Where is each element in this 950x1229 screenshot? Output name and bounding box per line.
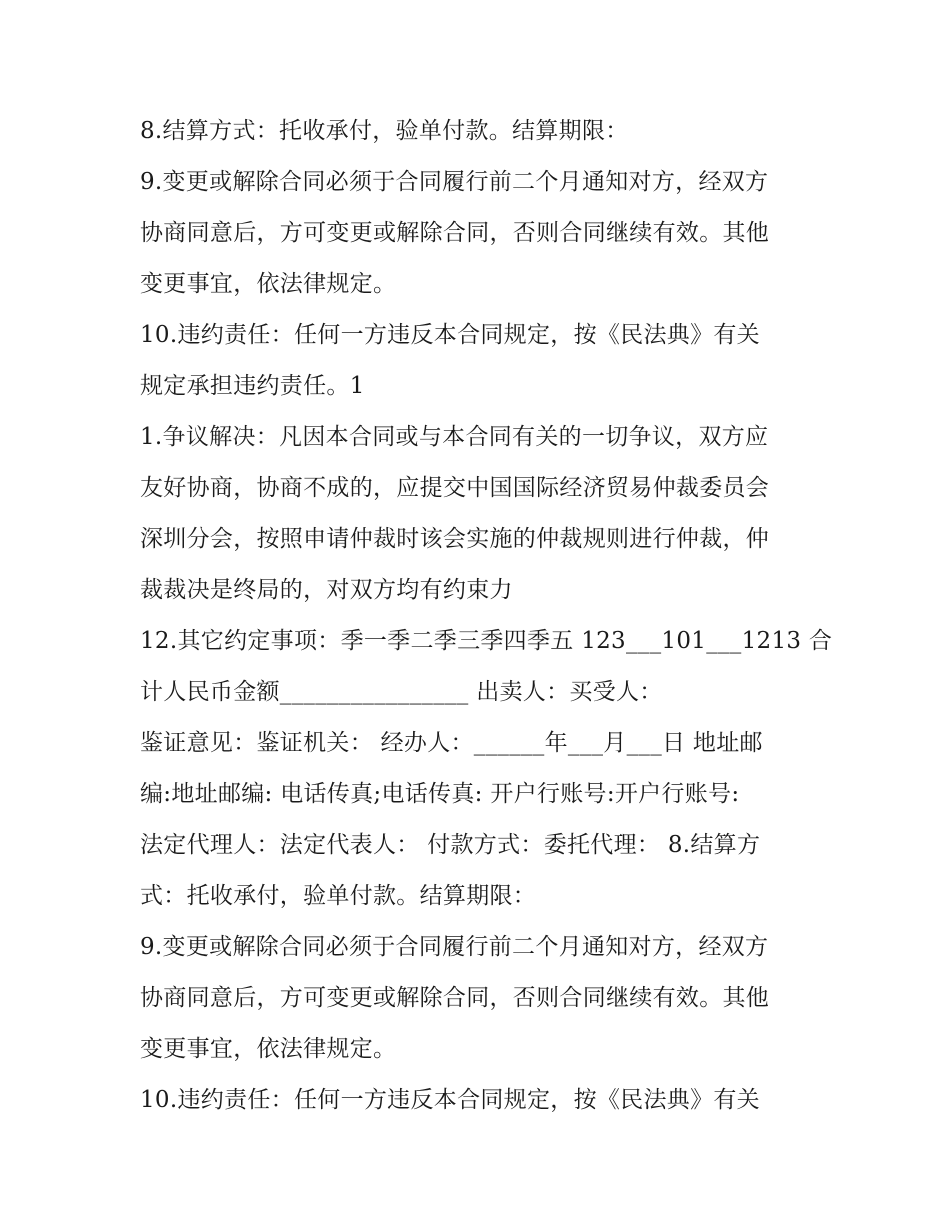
text-line: 12.其它约定事项：季一季二季三季四季五 123___101___1213 合: [140, 628, 833, 654]
text-line: 协商同意后，方可变更或解除合同，否则合同继续有效。其他: [140, 985, 770, 1011]
text-line: 友好协商，协商不成的，应提交中国国际经济贸易仲裁委员会: [140, 475, 770, 501]
text-line: 裁裁决是终局的，对双方均有约束力: [140, 577, 513, 603]
text-line: 编:地址邮编: 电话传真;电话传真: 开户行账号:开户行账号:: [140, 781, 740, 807]
document-body: [140, 108, 833, 1128]
text-line: 9.变更或解除合同必须于合同履行前二个月通知对方，经双方: [140, 169, 769, 195]
text-line: 9.变更或解除合同必须于合同履行前二个月通知对方，经双方: [140, 934, 769, 960]
text-line: 深圳分会，按照申请仲裁时该会实施的仲裁规则进行仲裁，仲: [140, 526, 770, 552]
text-line: 规定承担违约责任。1: [140, 373, 365, 399]
text-line: 10.违约责任：任何一方违反本合同规定，按《民法典》有关: [140, 1087, 760, 1113]
text-line: 法定代理人：法定代表人： 付款方式：委托代理： 8.结算方: [140, 832, 761, 858]
text-line: 鉴证意见：鉴证机关： 经办人：______年___月___日 地址邮: [140, 730, 763, 756]
text-line: 1.争议解决：凡因本合同或与本合同有关的一切争议，双方应: [140, 424, 769, 450]
text-line: 10.违约责任：任何一方违反本合同规定，按《民法典》有关: [140, 322, 760, 348]
text-line: 变更事宜，依法律规定。: [140, 271, 397, 297]
text-line: 计人民币金额________________ 出卖人：买受人：: [140, 679, 663, 705]
text-line: 式：托收承付，验单付款。结算期限：: [140, 883, 537, 909]
text-line: 8.结算方式：托收承付，验单付款。结算期限：: [140, 118, 629, 144]
text-line: 协商同意后，方可变更或解除合同，否则合同继续有效。其他: [140, 220, 770, 246]
text-line: 变更事宜，依法律规定。: [140, 1036, 397, 1062]
